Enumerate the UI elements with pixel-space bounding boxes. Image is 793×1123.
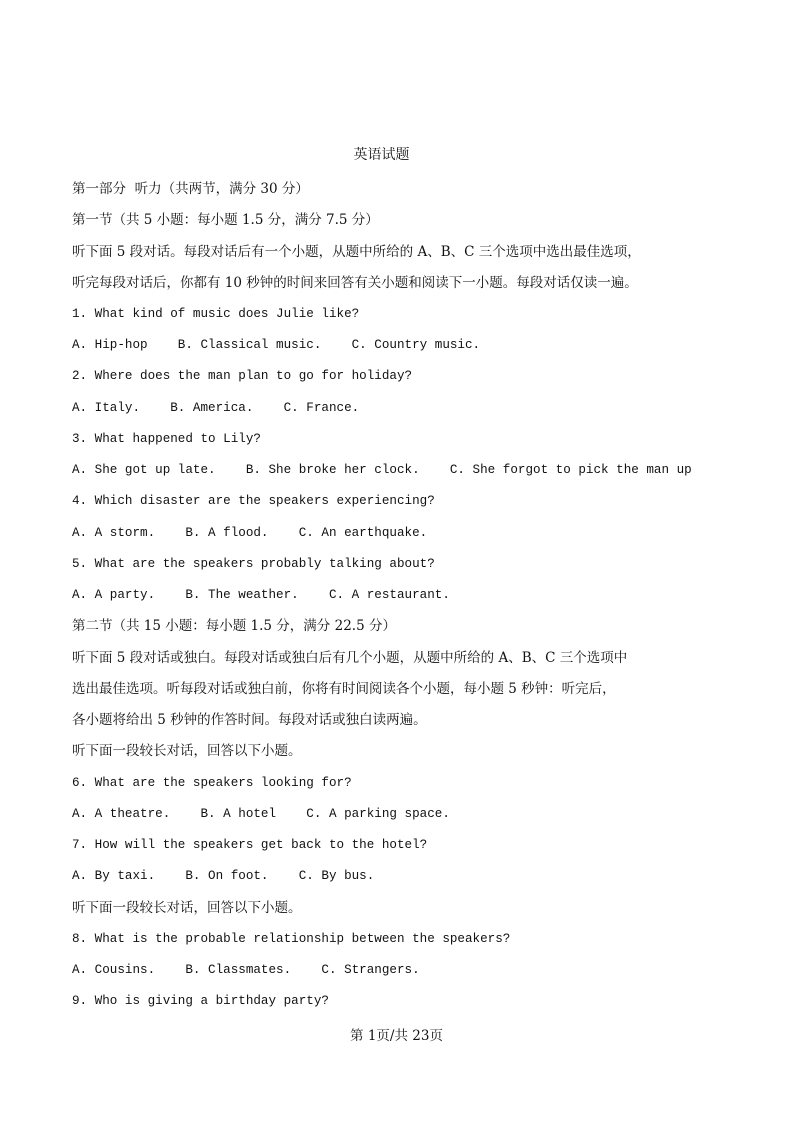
question-8-options: A. Cousins. B. Classmates. C. Strangers.	[72, 963, 420, 977]
question-4-options: A. A storm. B. A flood. C. An earthquake.	[72, 526, 428, 540]
section-one-instructions-line-1: 听下面 5 段对话。每段对话后有一个小题，从题中所给的 A、B、C 三个选项中选出最佳选项，	[72, 244, 641, 260]
dialogue-intro-1: 听下面一段较长对话，回答以下小题。	[72, 743, 302, 759]
question-7-options: A. By taxi. B. On foot. C. By bus.	[72, 869, 375, 883]
question-2: 2. Where does the man plan to go for holiday?	[72, 369, 413, 383]
question-1: 1. What kind of music does Julie like?	[72, 307, 360, 321]
question-4: 4. Which disaster are the speakers experiencing?	[72, 494, 435, 508]
question-9: 9. Who is giving a birthday party?	[72, 994, 329, 1008]
page-title: 英语试题	[353, 147, 410, 163]
section-two-instructions-line-3: 各小题将给出 5 秒钟的作答时间。每段对话或独白读两遍。	[72, 712, 427, 728]
question-6: 6. What are the speakers looking for?	[72, 776, 352, 790]
dialogue-intro-2: 听下面一段较长对话，回答以下小题。	[72, 900, 302, 916]
question-1-options: A. Hip-hop B. Classical music. C. Country music.	[72, 338, 481, 352]
question-7: 7. How will the speakers get back to the hotel?	[72, 838, 428, 852]
question-3-options: A. She got up late. B. She broke her clock. C. She forgot to pick the man up	[72, 463, 692, 477]
section-two-instructions-line-2: 选出最佳选项。听每段对话或独白前，你将有时间阅读各个小题，每小题 5 秒钟：听完后，	[72, 681, 616, 697]
question-5: 5. What are the speakers probably talking about?	[72, 557, 435, 571]
part-one-heading: 第一部分 听力（共两节，满分 30 分）	[72, 181, 309, 197]
question-6-options: A. A theatre. B. A hotel C. A parking space.	[72, 807, 450, 821]
question-8: 8. What is the probable relationship between the speakers?	[72, 932, 511, 946]
question-2-options: A. Italy. B. America. C. France.	[72, 401, 360, 415]
section-one-instructions-line-2: 听完每段对话后，你都有 10 秒钟的时间来回答有关小题和阅读下一小题。每段对话仅读一遍。	[72, 275, 638, 291]
question-3: 3. What happened to Lily?	[72, 432, 261, 446]
section-two-instructions-line-1: 听下面 5 段对话或独白。每段对话或独白后有几个小题，从题中所给的 A、B、C 三个选项中	[72, 650, 628, 666]
section-two-heading: 第二节（共 15 小题：每小题 1.5 分，满分 22.5 分）	[72, 618, 396, 634]
question-5-options: A. A party. B. The weather. C. A restaurant.	[72, 588, 450, 602]
section-one-heading: 第一节（共 5 小题：每小题 1.5 分，满分 7.5 分）	[72, 212, 379, 228]
page-footer: 第 1页/共 23页	[350, 1028, 443, 1044]
